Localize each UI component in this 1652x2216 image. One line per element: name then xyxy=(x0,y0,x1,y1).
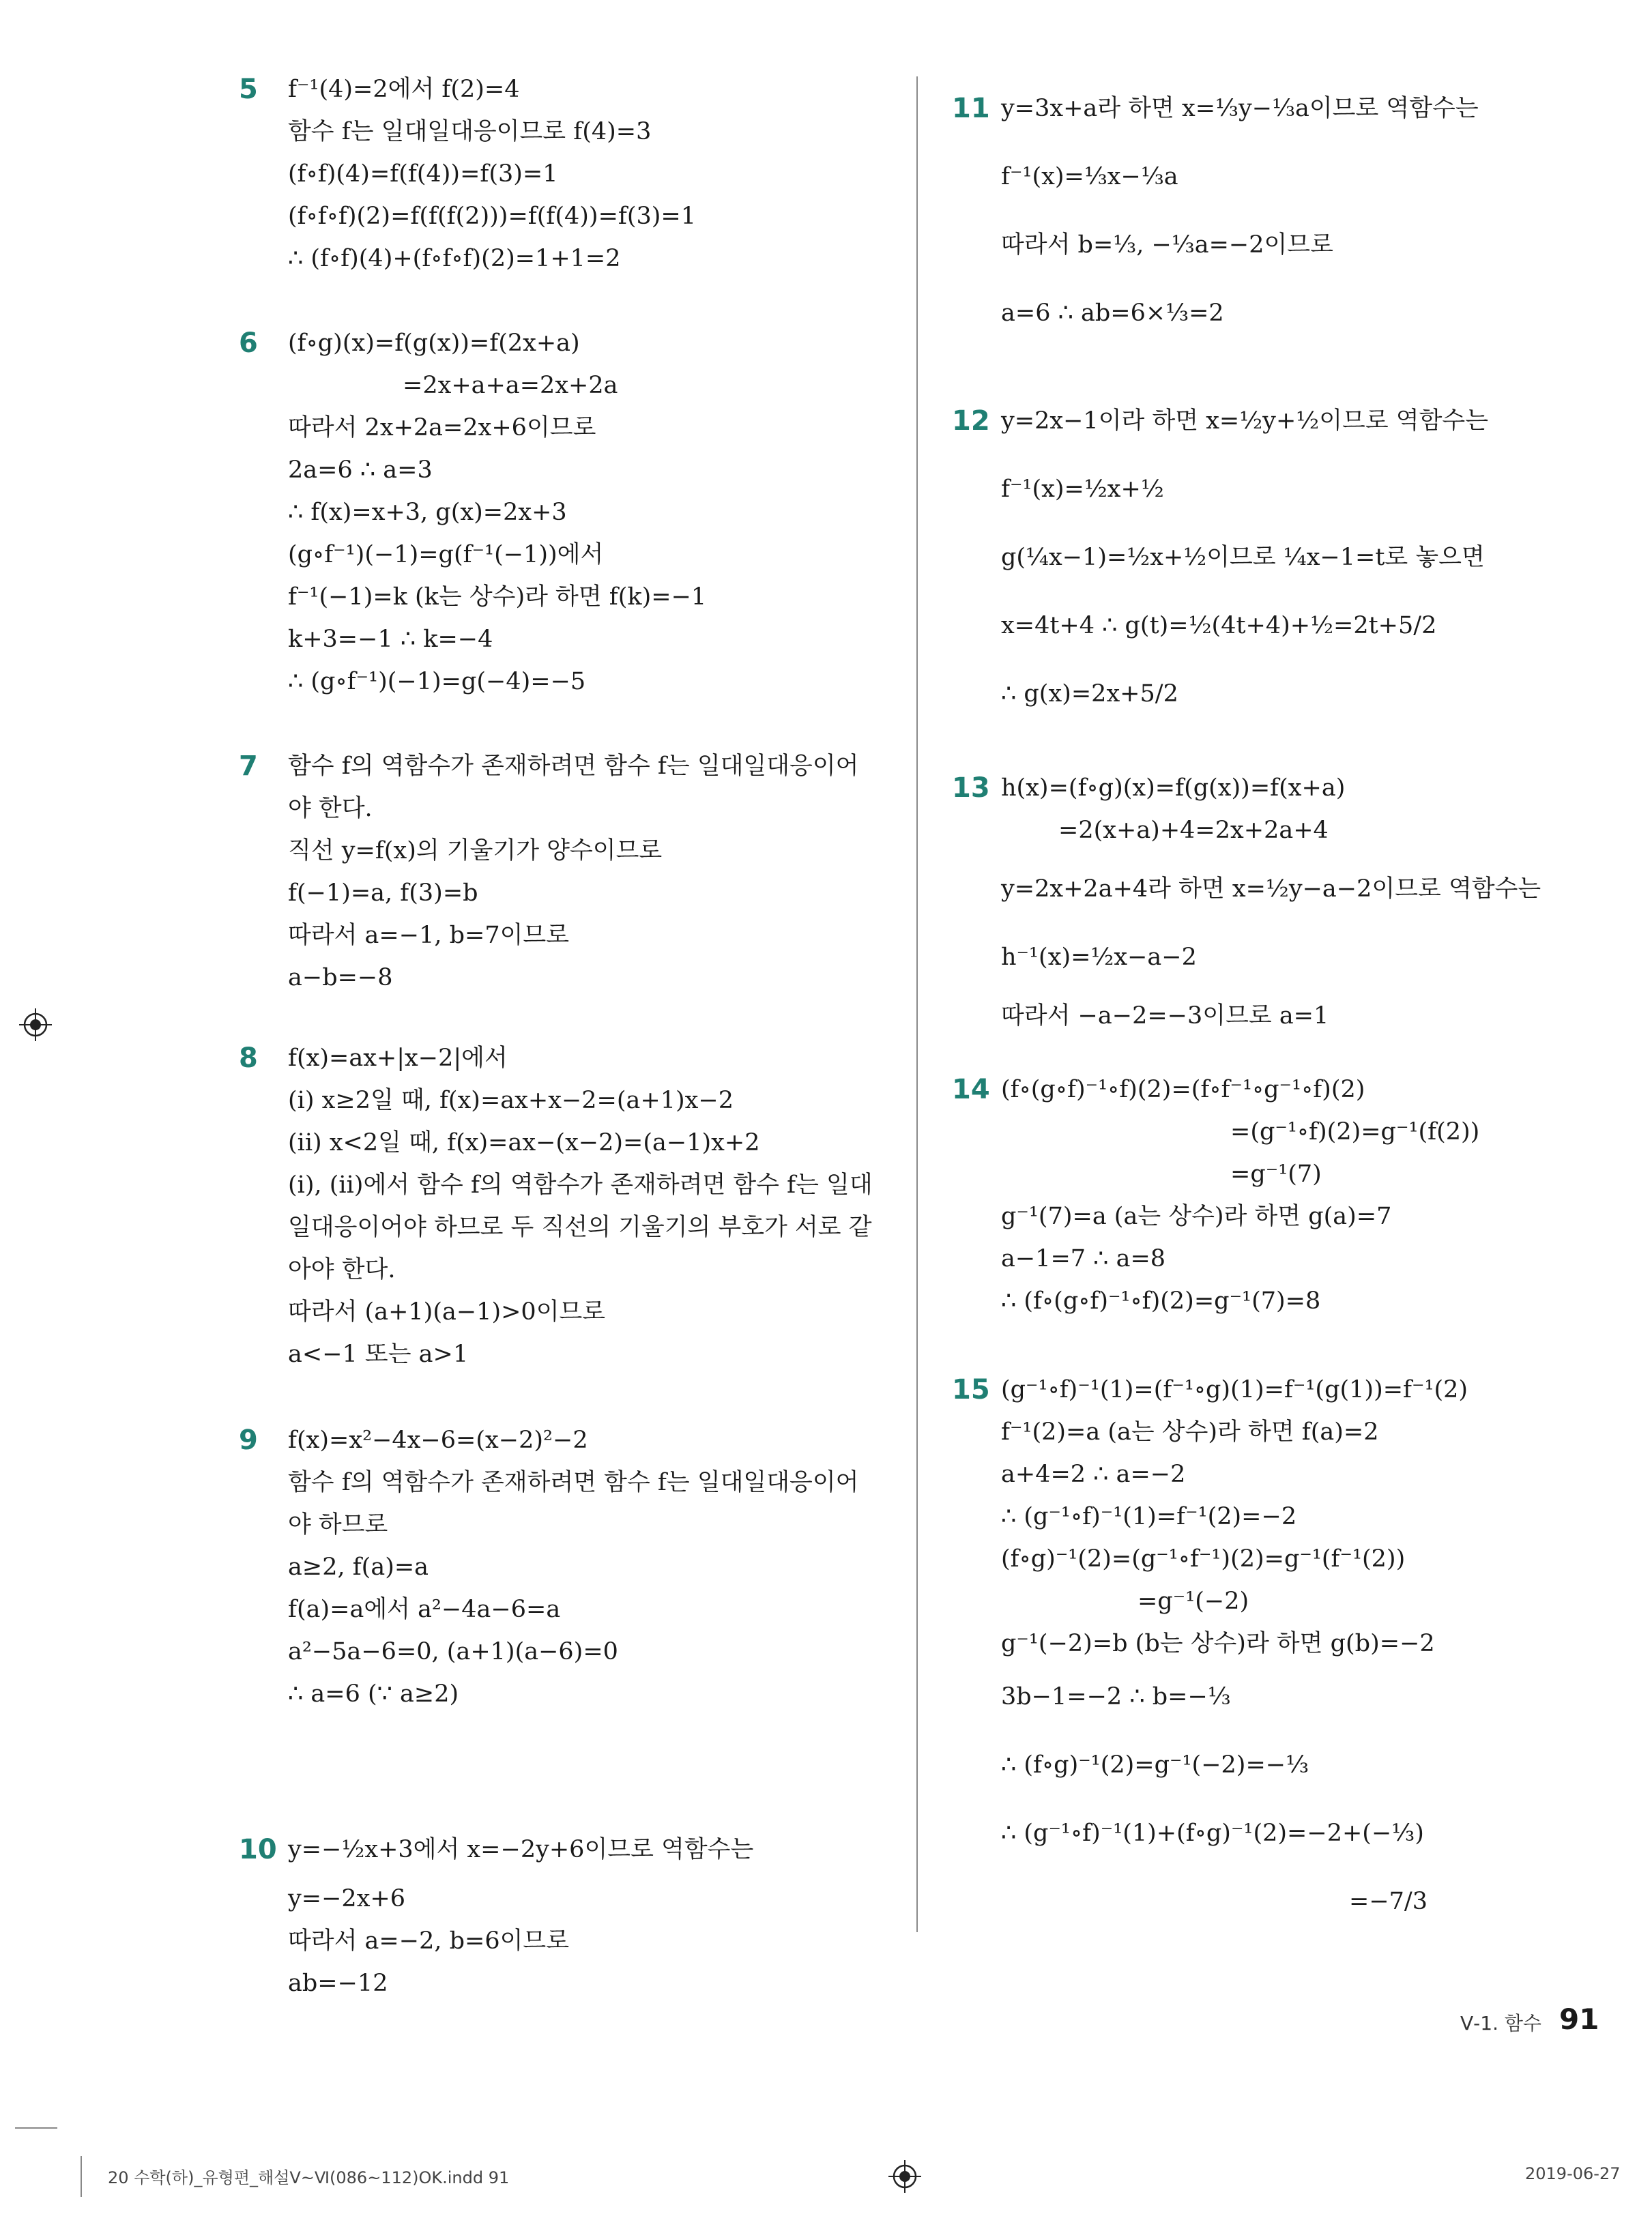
solution-line: x=4t+4 ∴ g(t)=½(4t+4)+½=2t+5/2 xyxy=(1001,612,1437,639)
solution-line: g⁻¹(−2)=b (b는 상수)라 하면 g(b)=−2 xyxy=(1001,1630,1435,1657)
solution-line: 함수 f의 역함수가 존재하려면 함수 f는 일대일대응이어 xyxy=(288,1469,859,1496)
solution-line: ∴ (f∘f)(4)+(f∘f∘f)(2)=1+1=2 xyxy=(288,245,621,272)
solution-line: (g∘f⁻¹)(−1)=g(f⁻¹(−1))에서 xyxy=(288,541,604,568)
solution-line: f⁻¹(2)=a (a는 상수)라 하면 f(a)=2 xyxy=(1001,1418,1379,1446)
solution-line: y=2x+2a+4라 하면 x=½y−a−2이므로 역함수는 xyxy=(1001,875,1541,903)
solution-line: (i) x≥2일 때, f(x)=ax+x−2=(a+1)x−2 xyxy=(288,1087,734,1114)
problem-number: 9 xyxy=(239,1425,258,1456)
solution-line: 따라서 −a−2=−3이므로 a=1 xyxy=(1001,1002,1329,1030)
problem-number: 7 xyxy=(239,750,258,782)
solution-line: =g⁻¹(7) xyxy=(1230,1161,1322,1188)
solution-line: 함수 f는 일대일대응이므로 f(4)=3 xyxy=(288,118,652,145)
solution-line: a−b=−8 xyxy=(288,964,393,991)
registration-mark-icon xyxy=(19,1008,52,1041)
solution-line: 2a=6 ∴ a=3 xyxy=(288,456,433,484)
solution-line: f(−1)=a, f(3)=b xyxy=(288,879,478,907)
solution-line: ∴ (f∘g)⁻¹(2)=g⁻¹(−2)=−⅓ xyxy=(1001,1751,1309,1779)
solution-line: y=−2x+6 xyxy=(288,1885,406,1912)
problem-number: 5 xyxy=(239,74,258,105)
solution-line: 3b−1=−2 ∴ b=−⅓ xyxy=(1001,1683,1231,1710)
solution-line: f⁻¹(x)=½x+½ xyxy=(1001,476,1164,503)
solution-line: (f∘g)⁻¹(2)=(g⁻¹∘f⁻¹)(2)=g⁻¹(f⁻¹(2)) xyxy=(1001,1545,1406,1573)
solution-line: ∴ a=6 (∵ a≥2) xyxy=(288,1680,459,1708)
solution-line: =(g⁻¹∘f)(2)=g⁻¹(f(2)) xyxy=(1230,1118,1480,1146)
solution-line: a+4=2 ∴ a=−2 xyxy=(1001,1461,1186,1488)
problem-number: 8 xyxy=(239,1043,258,1074)
solution-line: h⁻¹(x)=½x−a−2 xyxy=(1001,944,1197,971)
registration-mark-icon xyxy=(888,2160,921,2193)
slug-filename: 20 수학(하)_유형편_해설Ⅴ~Ⅵ(086~112)OK.indd 91 xyxy=(108,2168,510,2187)
solution-line: (f∘f∘f)(2)=f(f(f(2)))=f(f(4))=f(3)=1 xyxy=(288,203,697,230)
solution-line: 함수 f의 역함수가 존재하려면 함수 f는 일대일대응이어 xyxy=(288,753,859,780)
solution-line: =2x+a+a=2x+2a xyxy=(403,372,618,399)
solution-line: f(x)=x²−4x−6=(x−2)²−2 xyxy=(288,1427,588,1454)
solution-line: ∴ (g∘f⁻¹)(−1)=g(−4)=−5 xyxy=(288,668,586,695)
solution-line: y=−½x+3에서 x=−2y+6이므로 역함수는 xyxy=(288,1836,754,1863)
solution-line: (i), (ii)에서 함수 f의 역함수가 존재하려면 함수 f는 일대 xyxy=(288,1171,873,1199)
solution-line: h(x)=(f∘g)(x)=f(g(x))=f(x+a) xyxy=(1001,774,1346,802)
solution-line: f⁻¹(4)=2에서 f(2)=4 xyxy=(288,76,520,103)
problem-number: 10 xyxy=(239,1834,277,1865)
solution-line: k+3=−1 ∴ k=−4 xyxy=(288,626,493,653)
solution-line: 야 한다. xyxy=(288,795,373,822)
solution-line: f(a)=a에서 a²−4a−6=a xyxy=(288,1596,561,1623)
solution-line: =g⁻¹(−2) xyxy=(1137,1588,1249,1615)
solution-line: (f∘(g∘f)⁻¹∘f)(2)=(f∘f⁻¹∘g⁻¹∘f)(2) xyxy=(1001,1076,1365,1103)
crop-rule xyxy=(15,2127,57,2129)
page-number: 91 xyxy=(1559,2002,1599,2036)
solution-line: 아야 한다. xyxy=(288,1256,396,1283)
solution-line: 야 하므로 xyxy=(288,1511,388,1539)
problem-number: 13 xyxy=(952,772,990,804)
solution-line: 따라서 a=−2, b=6이므로 xyxy=(288,1927,570,1955)
solution-line: ∴ (f∘(g∘f)⁻¹∘f)(2)=g⁻¹(7)=8 xyxy=(1001,1287,1321,1315)
solution-line: ∴ (g⁻¹∘f)⁻¹(1)+(f∘g)⁻¹(2)=−2+(−⅓) xyxy=(1001,1820,1424,1847)
solution-line: a<−1 또는 a>1 xyxy=(288,1341,469,1368)
solution-line: =2(x+a)+4=2x+2a+4 xyxy=(1058,817,1329,844)
solution-line: ∴ f(x)=x+3, g(x)=2x+3 xyxy=(288,499,567,526)
solution-line: (ii) x<2일 때, f(x)=ax−(x−2)=(a−1)x+2 xyxy=(288,1129,760,1156)
solution-line: 일대응이어야 하므로 두 직선의 기울기의 부호가 서로 같 xyxy=(288,1214,872,1241)
solution-line: y=3x+a라 하면 x=⅓y−⅓a이므로 역함수는 xyxy=(1001,95,1479,122)
problem-number: 12 xyxy=(952,405,990,437)
solution-line: (f∘f)(4)=f(f(4))=f(3)=1 xyxy=(288,160,558,188)
solution-line: a−1=7 ∴ a=8 xyxy=(1001,1245,1166,1272)
solution-line: f(x)=ax+|x−2|에서 xyxy=(288,1045,508,1072)
solution-line: y=2x−1이라 하면 x=½y+½이므로 역함수는 xyxy=(1001,407,1488,435)
solution-line: ab=−12 xyxy=(288,1970,388,1997)
solution-line: =−7/3 xyxy=(1349,1888,1428,1915)
solution-line: a=6 ∴ ab=6×⅓=2 xyxy=(1001,300,1224,327)
solution-line: g⁻¹(7)=a (a는 상수)라 하면 g(a)=7 xyxy=(1001,1203,1392,1230)
section-label: Ⅴ-1. 함수 xyxy=(1460,2012,1541,2035)
problem-number: 11 xyxy=(952,93,990,124)
solution-line: 따라서 2x+2a=2x+6이므로 xyxy=(288,414,596,441)
solution-line: 따라서 b=⅓, −⅓a=−2이므로 xyxy=(1001,231,1333,259)
slug-date: 2019-06-27 xyxy=(1525,2164,1621,2183)
solution-line: 따라서 a=−1, b=7이므로 xyxy=(288,922,570,949)
solution-line: 따라서 (a+1)(a−1)>0이므로 xyxy=(288,1298,606,1326)
slug-divider xyxy=(81,2156,82,2197)
column-divider xyxy=(916,76,918,1932)
solution-line: a≥2, f(a)=a xyxy=(288,1554,429,1581)
solution-line: g(¼x−1)=½x+½이므로 ¼x−1=t로 놓으면 xyxy=(1001,544,1485,571)
solution-line: a²−5a−6=0, (a+1)(a−6)=0 xyxy=(288,1638,618,1665)
solution-line: f⁻¹(−1)=k (k는 상수)라 하면 f(k)=−1 xyxy=(288,583,707,611)
solution-line: f⁻¹(x)=⅓x−⅓a xyxy=(1001,163,1178,190)
solution-line: ∴ (g⁻¹∘f)⁻¹(1)=f⁻¹(2)=−2 xyxy=(1001,1503,1297,1530)
solution-line: ∴ g(x)=2x+5/2 xyxy=(1001,680,1178,708)
solution-line: 직선 y=f(x)의 기울기가 양수이므로 xyxy=(288,837,663,864)
solution-line: (g⁻¹∘f)⁻¹(1)=(f⁻¹∘g)(1)=f⁻¹(g(1))=f⁻¹(2) xyxy=(1001,1376,1468,1403)
solution-line: (f∘g)(x)=f(g(x))=f(2x+a) xyxy=(288,330,580,357)
problem-number: 15 xyxy=(952,1374,990,1405)
problem-number: 6 xyxy=(239,327,258,359)
problem-number: 14 xyxy=(952,1074,990,1105)
